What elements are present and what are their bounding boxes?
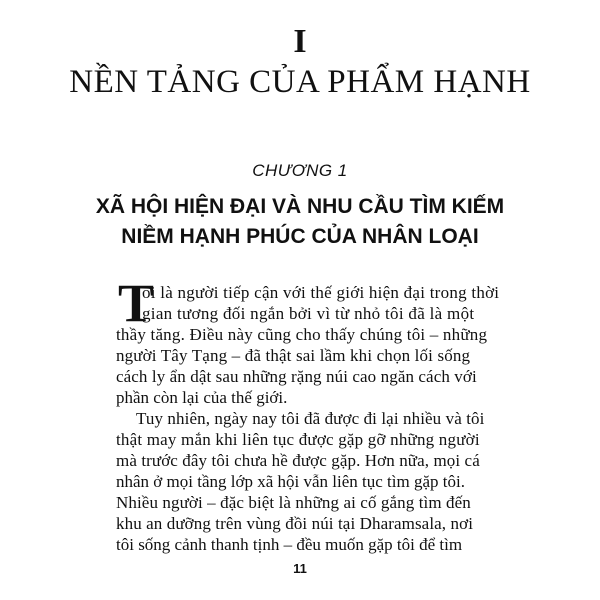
chapter-title-line: XÃ HỘI HIỆN ĐẠI VÀ NHU CẦU TÌM KIẾM xyxy=(95,195,505,218)
paragraph-line: người Tây Tạng – đã thật sai lầm khi chọn lối sống xyxy=(116,346,471,365)
part-number: I xyxy=(293,23,307,60)
paragraph-line: Tuy nhiên, ngày nay tôi đã được đi lại nhiều và tôi xyxy=(136,409,485,428)
paragraph-line: khu an dưỡng trên vùng đồi núi tại Dharamsala, nơi xyxy=(116,514,474,533)
paragraph-line: tôi sống cảnh thanh tịnh – đều muốn gặp tôi để tìm xyxy=(116,535,463,554)
paragraph-line: gian tương đối ngắn bởi vì từ nhỏ tôi đã là một xyxy=(142,304,475,323)
paragraph-line: ôi là người tiếp cận với thế giới hiện đại trong thời xyxy=(142,283,500,302)
chapter-label: CHƯƠNG 1 xyxy=(252,161,348,180)
paragraph-line: nhân ở mọi tầng lớp xã hội vẫn liên tục tìm gặp tôi. xyxy=(116,472,465,491)
paragraph-line: thầy tăng. Điều này cũng cho thấy chúng tôi – những xyxy=(116,325,488,344)
chapter-title-line: NIỀM HẠNH PHÚC CỦA NHÂN LOẠI xyxy=(121,225,479,248)
page-number: 11 xyxy=(293,561,307,576)
paragraph-line: phần còn lại của thế giới. xyxy=(116,388,288,407)
paragraph-line: thật may mắn khi liên tục được gặp gỡ những người xyxy=(116,430,480,449)
paragraph-line: mà trước đây tôi chưa hề được gặp. Hơn nữa, mọi cá xyxy=(116,451,480,470)
paragraph-line: Nhiều người – đặc biệt là những ai cố gắng tìm đến xyxy=(116,493,471,512)
paragraph-line: cách ly ẩn dật sau những rặng núi cao ngăn cách với xyxy=(116,367,477,386)
body-text xyxy=(116,273,500,555)
chapter-title xyxy=(0,192,600,252)
part-title: NỀN TẢNG CỦA PHẨM HẠNH xyxy=(69,64,531,100)
drop-cap: T xyxy=(118,273,155,333)
